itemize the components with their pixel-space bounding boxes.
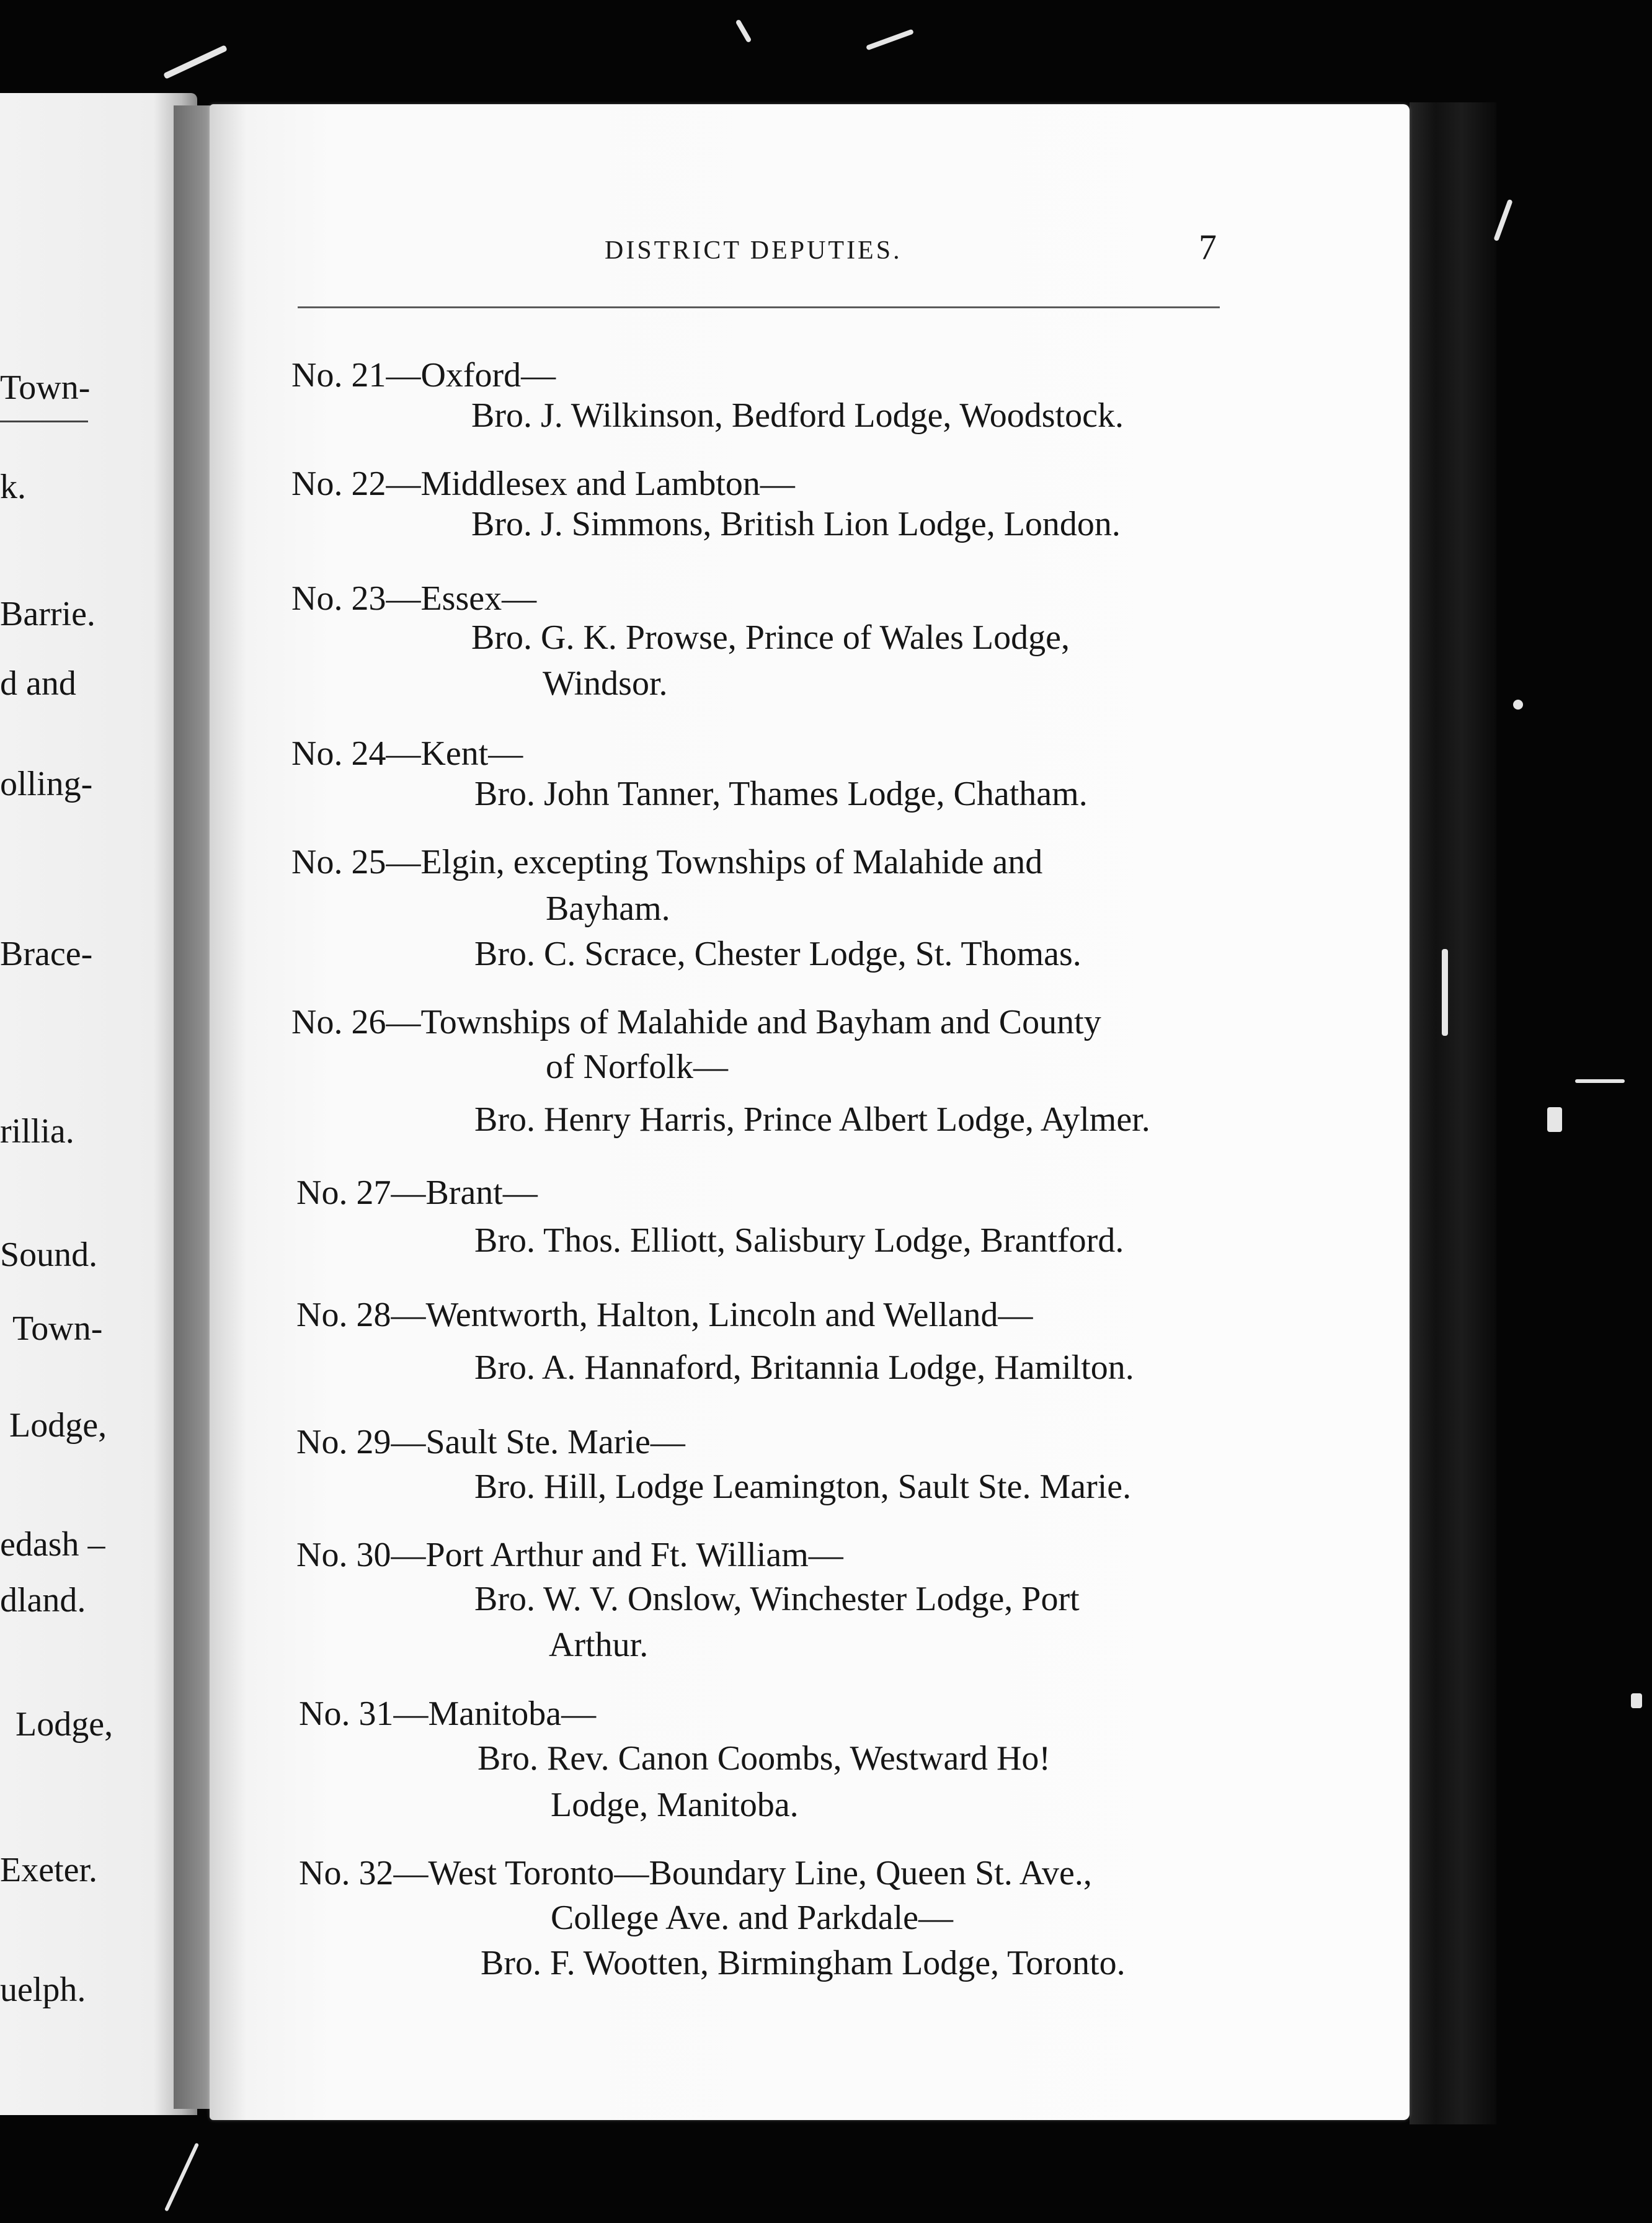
district-heading: No. 27—Brant—: [296, 1174, 538, 1212]
left-fragment: k.: [0, 468, 26, 506]
left-fragment: uelph.: [0, 1971, 86, 2008]
district-heading: No. 21—Oxford—: [291, 356, 556, 394]
page-edge: [1410, 102, 1496, 2124]
deputy-line: Bro. J. Wilkinson, Bedford Lodge, Woodstock.: [471, 396, 1124, 435]
district-heading: No. 32—West Toronto—Boundary Line, Queen St. Ave.,: [299, 1854, 1092, 1892]
scratch-mark: [866, 29, 914, 51]
deputy-line: Bro. W. V. Onslow, Winchester Lodge, Port: [474, 1580, 1080, 1618]
deputy-line: Bro. John Tanner, Thames Lodge, Chatham.: [474, 775, 1088, 813]
scratch-mark: [735, 19, 752, 43]
scratch-mark: [1631, 1693, 1642, 1708]
left-fragment: edash –: [0, 1526, 105, 1563]
scratch-mark: [163, 45, 228, 79]
district-heading: No. 25—Elgin, excepting Townships of Malahide and: [291, 843, 1043, 881]
district-heading: No. 29—Sault Ste. Marie—: [296, 1423, 685, 1461]
left-fragment: dland.: [0, 1582, 86, 1619]
left-fragment: d and: [0, 665, 76, 702]
deputy-line-cont: Lodge, Manitoba.: [551, 1786, 799, 1824]
deputy-line: Bro. A. Hannaford, Britannia Lodge, Hamilton.: [474, 1348, 1134, 1387]
district-heading: No. 28—Wentworth, Halton, Lincoln and Welland—: [296, 1296, 1033, 1334]
deputy-line: Bro. C. Scrace, Chester Lodge, St. Thomas.: [474, 935, 1081, 973]
deputy-line: Bro. Thos. Elliott, Salisbury Lodge, Brantford.: [474, 1221, 1124, 1260]
left-fragment: Lodge,: [9, 1407, 107, 1444]
left-fragment: Sound.: [0, 1236, 98, 1273]
left-fragment: Barrie.: [0, 595, 95, 633]
deputy-line: Bro. Henry Harris, Prince Albert Lodge, Aylmer.: [474, 1100, 1150, 1139]
left-page-rule: [0, 421, 88, 422]
district-heading: No. 23—Essex—: [291, 579, 537, 618]
left-fragment: olling-: [0, 765, 93, 803]
district-heading: No. 24—Kent—: [291, 734, 523, 773]
scratch-mark: [1442, 949, 1448, 1036]
district-heading: No. 26—Townships of Malahide and Bayham and County: [291, 1003, 1101, 1041]
deputy-line: Bro. F. Wootten, Birmingham Lodge, Toronto.: [481, 1944, 1126, 1982]
district-heading: No. 22—Middlesex and Lambton—: [291, 465, 795, 503]
district-heading-cont: Bayham.: [546, 889, 670, 928]
deputy-line-cont: Windsor.: [543, 664, 668, 703]
left-fragment: rillia.: [0, 1113, 74, 1150]
scratch-mark: [1513, 700, 1523, 710]
deputy-line: Bro. G. K. Prowse, Prince of Wales Lodge,: [471, 618, 1070, 657]
deputy-line: Bro. Rev. Canon Coombs, Westward Ho!: [477, 1739, 1051, 1778]
left-fragment: Exeter.: [0, 1851, 98, 1889]
left-fragment: Lodge,: [16, 1706, 113, 1743]
running-head: DISTRICT DEPUTIES.: [605, 236, 902, 265]
deputy-line: Bro. Hill, Lodge Leamington, Sault Ste. Marie.: [474, 1468, 1132, 1506]
district-heading: No. 30—Port Arthur and Ft. William—: [296, 1536, 843, 1574]
deputy-line-cont: Arthur.: [549, 1626, 649, 1664]
left-fragment: Town-: [12, 1310, 103, 1347]
left-fragment: Brace-: [0, 935, 93, 973]
scratch-mark: [1575, 1079, 1625, 1083]
district-heading-cont: of Norfolk—: [546, 1048, 728, 1086]
district-heading: No. 31—Manitoba—: [299, 1695, 597, 1733]
left-fragment: Town-: [0, 369, 91, 406]
scratch-mark: [164, 2142, 199, 2211]
header-rule: [298, 306, 1220, 308]
scratch-mark: [1547, 1107, 1562, 1132]
deputy-line: Bro. J. Simmons, British Lion Lodge, London.: [471, 505, 1121, 543]
page-number: 7: [1199, 227, 1217, 267]
district-heading-cont: College Ave. and Parkdale—: [551, 1899, 954, 1937]
